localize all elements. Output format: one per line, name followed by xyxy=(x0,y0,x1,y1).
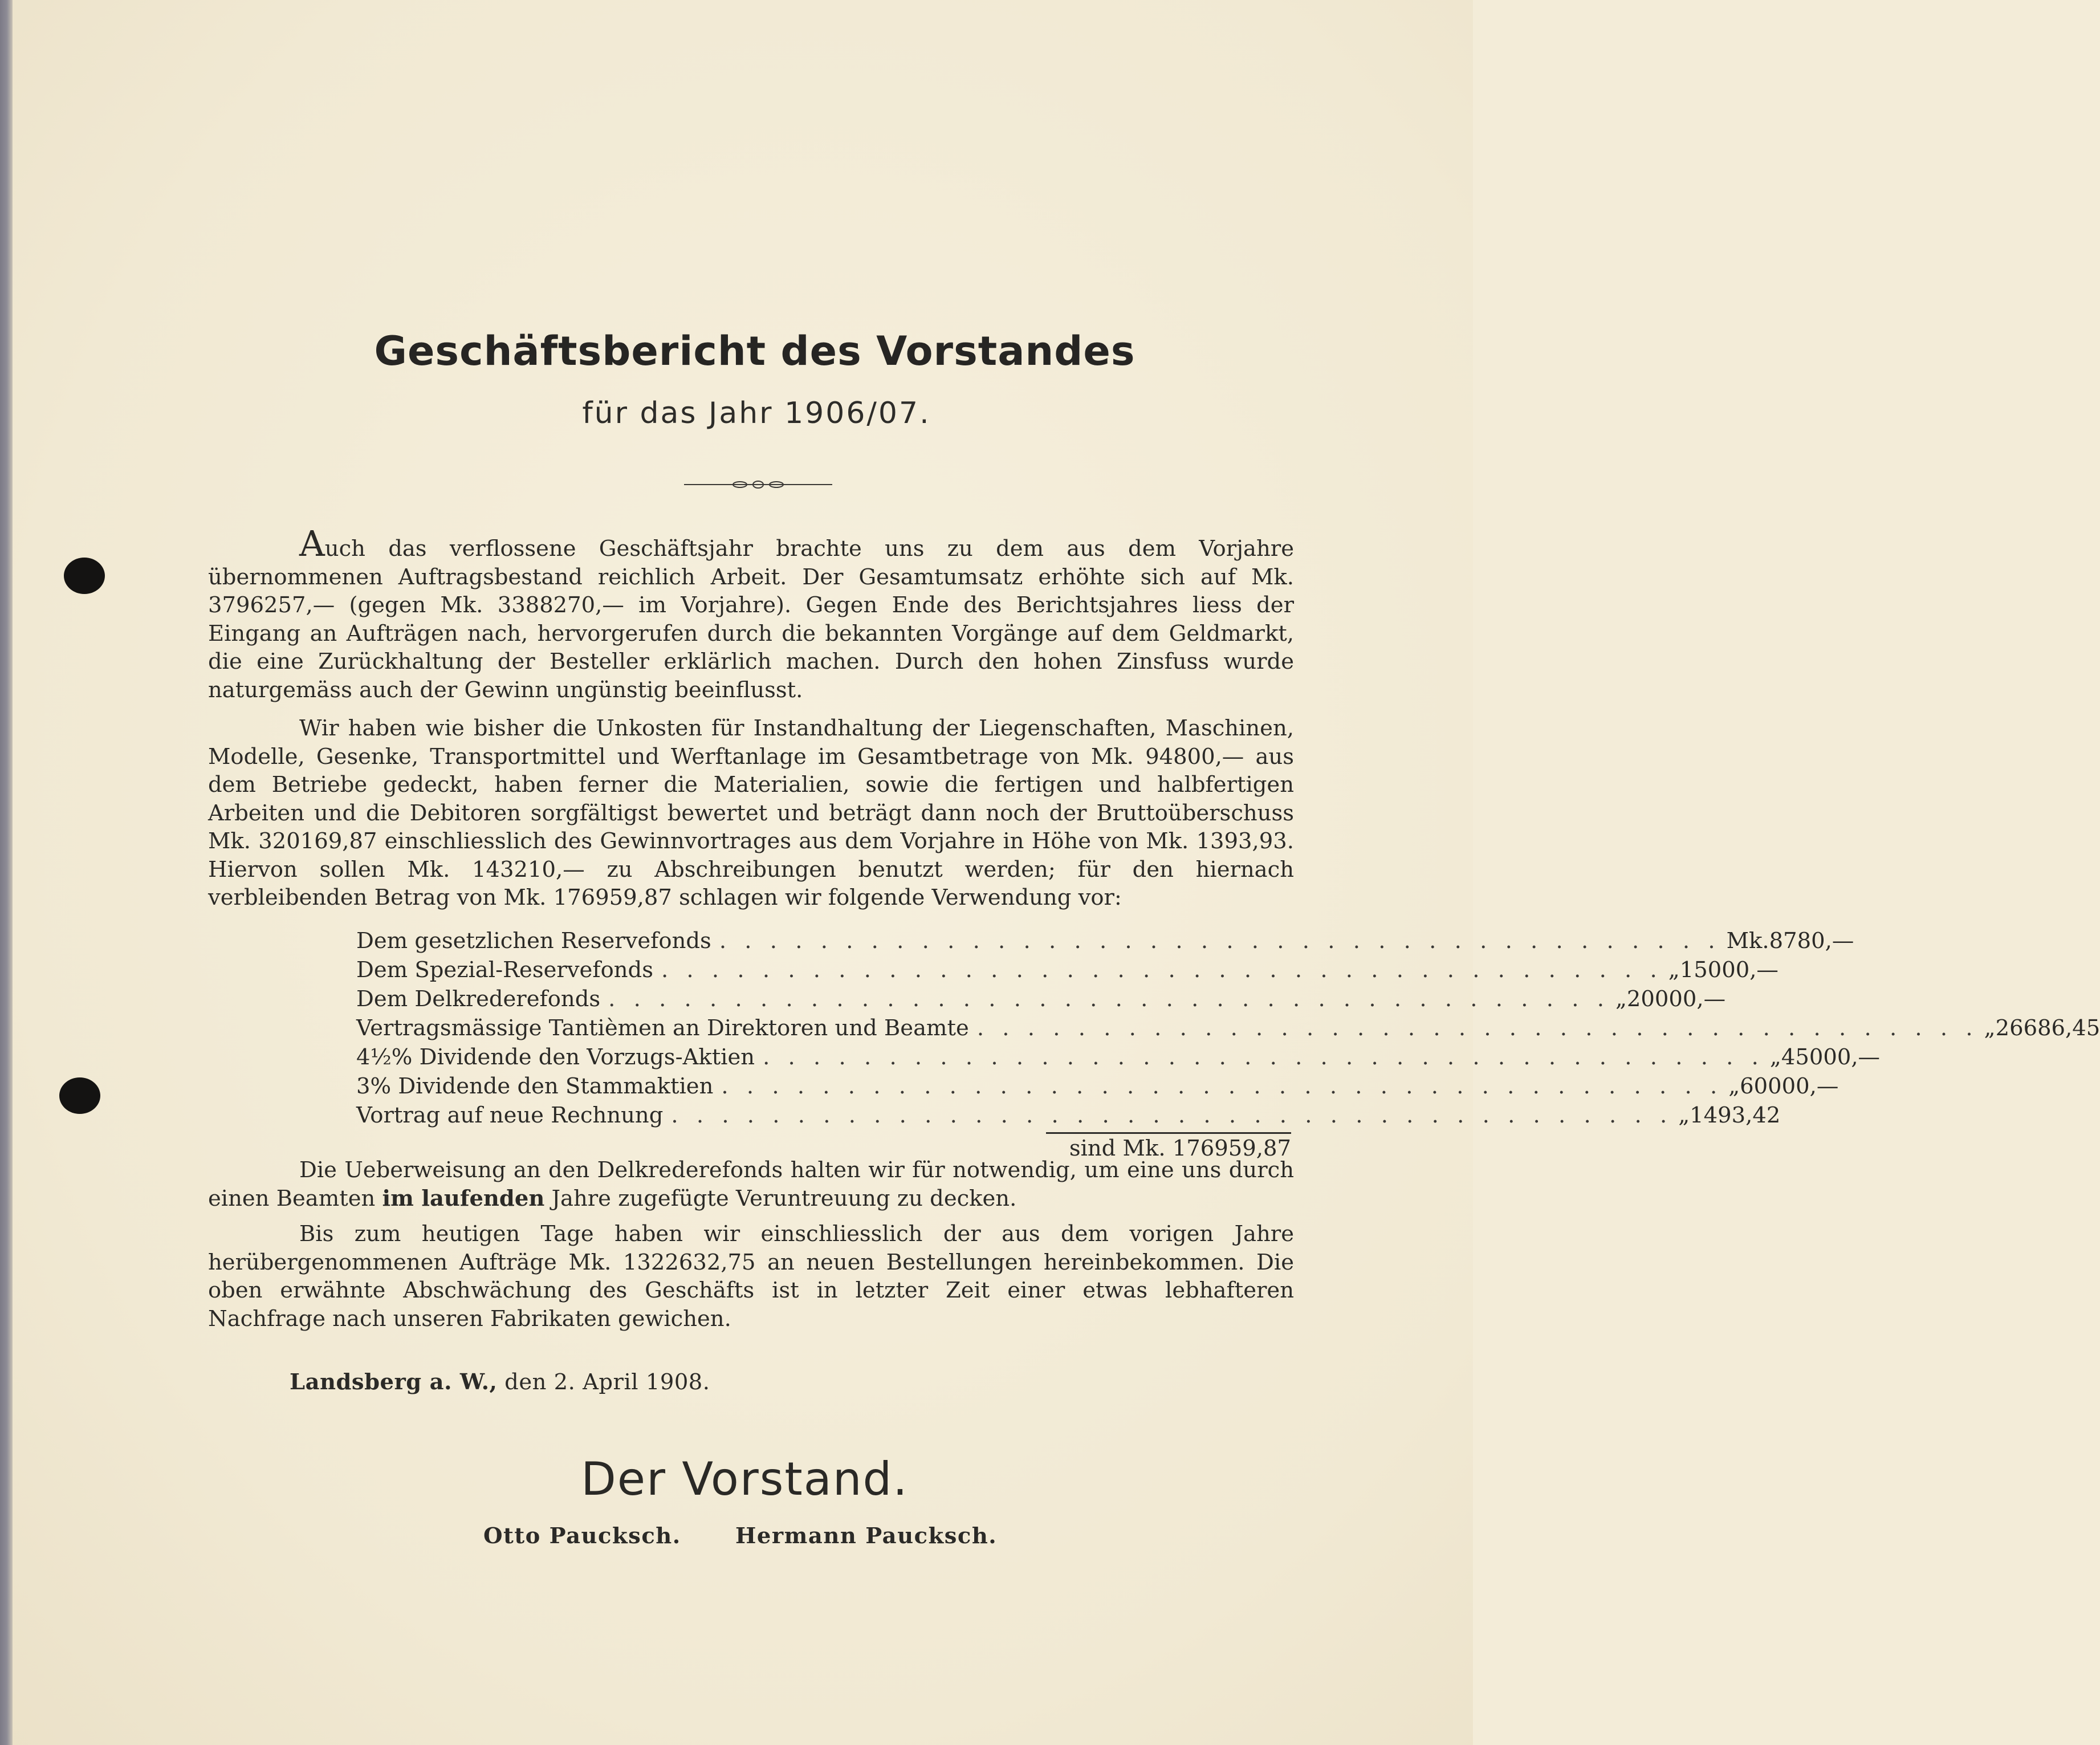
allocation-amount: 15000,— xyxy=(1679,957,1779,983)
paragraph-delkredere-bold: im laufenden xyxy=(382,1185,545,1211)
signatory-hermann: Hermann Paucksch. xyxy=(735,1523,998,1549)
allocation-row xyxy=(356,1014,2100,1043)
paragraph-orders xyxy=(208,1220,1294,1333)
leader-dots: . . . . . . . . . . . . . . . . . . . . . . . . . . . . . . . . . . . . . . . . xyxy=(719,928,1721,954)
allocation-total: sind Mk. 176959,87 xyxy=(1069,1136,1291,1161)
signatory-otto: Otto Paucksch. xyxy=(483,1523,681,1549)
allocation-row xyxy=(356,1043,1881,1072)
allocation-label: 3% Dividende den Stammaktien xyxy=(356,1073,714,1099)
allocation-label: Dem Delkrederefonds xyxy=(356,986,601,1012)
allocation-label: Dem gesetzlichen Reservefonds xyxy=(356,928,711,954)
place-name: Landsberg a. W., xyxy=(290,1369,498,1395)
board-heading: Der Vorstand. xyxy=(581,1453,909,1506)
paragraph-business-year xyxy=(208,523,1294,704)
paragraph-orders-text: Bis zum heutigen Tage haben wir einschliesslich der aus dem vorigen Jahre herübergenommenen Aufträge Mk. 1322632,75 an neuen Bestellungen hereinbekommen. Die oben erwähnte Abschwächung des Geschäfts ist in letzter Zeit einer etwas lebhafteren Nachfrage nach unseren Fabrikaten gewichen. xyxy=(208,1221,1294,1332)
leader-dots: . . . . . . . . . . . . . . . . . . . . . . . . . . . . . . . . . . . . . . . . xyxy=(763,1044,1764,1070)
leader-dots: . . . . . . . . . . . . . . . . . . . . . . . . . . . . . . . . . . . . . . . . xyxy=(671,1103,1673,1128)
report-title: Geschäftsbericht des Vorstandes xyxy=(374,328,1136,375)
paragraph-delkredere xyxy=(208,1156,1294,1213)
allocation-amount: 8780,— xyxy=(1769,928,1854,954)
punch-hole-bottom xyxy=(59,1077,100,1114)
allocation-amount: 45000,— xyxy=(1781,1044,1881,1070)
allocation-row xyxy=(356,955,1779,985)
drop-cap: A xyxy=(299,523,325,564)
leader-dots: . . . . . . . . . . . . . . . . . . . . . . . . . . . . . . . . . . . . . . . . xyxy=(608,986,1610,1012)
allocation-unit: „ xyxy=(1769,1044,1781,1070)
allocation-label: Vortrag auf neue Rechnung xyxy=(356,1103,664,1128)
leader-dots: . . . . . . . . . . . . . . . . . . . . . . . . . . . . . . . . . . . . . . . . xyxy=(721,1073,1723,1099)
allocation-amount: 20000,— xyxy=(1626,986,1726,1012)
punch-hole-top xyxy=(64,558,105,594)
allocation-label: Vertragsmässige Tantièmen an Direktoren und Beamte xyxy=(356,1015,969,1041)
date-text: den 2. April 1908. xyxy=(497,1369,710,1395)
allocation-amount: 60000,— xyxy=(1740,1073,1839,1099)
leader-dots: . . . . . . . . . . . . . . . . . . . . . . . . . . . . . . . . . . . . . . . . xyxy=(661,957,1663,983)
report-subtitle: für das Jahr 1906/07. xyxy=(582,396,931,430)
paragraph-delkredere-text: Die Ueberweisung an den Delkrederefonds halten wir für notwendig, um eine uns durch einen Beamten xyxy=(208,1157,1294,1211)
allocation-label: Dem Spezial-Reservefonds xyxy=(356,957,653,983)
allocation-unit: „ xyxy=(1668,957,1680,983)
allocation-unit: Mk. xyxy=(1726,928,1769,954)
allocation-row xyxy=(356,926,1854,955)
paragraph-costs xyxy=(208,714,1294,912)
allocation-unit: „ xyxy=(1615,986,1627,1012)
allocation-amount: 26686,45 xyxy=(1995,1015,2100,1041)
profit-allocation-table xyxy=(356,926,2100,1161)
allocation-label: 4½% Dividende den Vorzugs-Aktien xyxy=(356,1044,755,1070)
allocation-row xyxy=(356,985,1726,1014)
paragraph-delkredere-text-end: Jahre zugefügte Veruntreuung zu decken. xyxy=(544,1185,1017,1211)
paragraph-business-year-text: uch das verflossene Geschäftsjahr brachte uns zu dem aus dem Vorjahre übernommenen Auftragsbestand reichlich Arbeit. Der Gesamtumsatz erhöhte sich auf Mk. 3796257,— (gegen Mk. 3388270,— im Vorjahre). Gegen Ende des Berichtsjahres liess der Eingang an Aufträgen nach, hervorgerufen durch die bekannten Vorgänge auf dem Geldmarkt, die eine Zurückhaltung der Besteller erklärlich machen. Durch den hohen Zinsfuss wurde naturgemäss auch der Gewinn ungünstig beeinflusst. xyxy=(208,536,1294,703)
ornament-divider xyxy=(684,478,832,491)
allocation-unit: „ xyxy=(1678,1103,1690,1128)
allocation-unit: „ xyxy=(1728,1073,1740,1099)
allocation-amount: 1493,42 xyxy=(1690,1103,1781,1128)
place-date xyxy=(290,1369,710,1395)
leader-dots: . . . . . . . . . . . . . . . . . . . . . . . . . . . . . . . . . . . . . . . . xyxy=(976,1015,1979,1041)
paragraph-costs-text: Wir haben wie bisher die Unkosten für Instandhaltung der Liegenschaften, Maschinen, Modelle, Gesenke, Transportmittel und Werftanlage im Gesamtbetrage von Mk. 94800,— aus dem Betriebe gedeckt, haben ferner die Materialien, sowie die fertigen und halbfertigen Arbeiten und die Debitoren sorgfältigst bewertet und beträgt dann noch der Bruttoüberschuss Mk. 320169,87 einschliesslich des Gewinnvortrages aus dem Vorjahre in Höhe von Mk. 1393,93. Hiervon sollen Mk. 143210,— zu Abschreibungen benutzt werden; für den hiernach verbleibenden Betrag von Mk. 176959,87 schlagen wir folgende Verwendung vor: xyxy=(208,715,1294,910)
allocation-unit: „ xyxy=(1984,1015,1996,1041)
allocation-row xyxy=(356,1101,1781,1130)
allocation-row xyxy=(356,1072,1839,1101)
